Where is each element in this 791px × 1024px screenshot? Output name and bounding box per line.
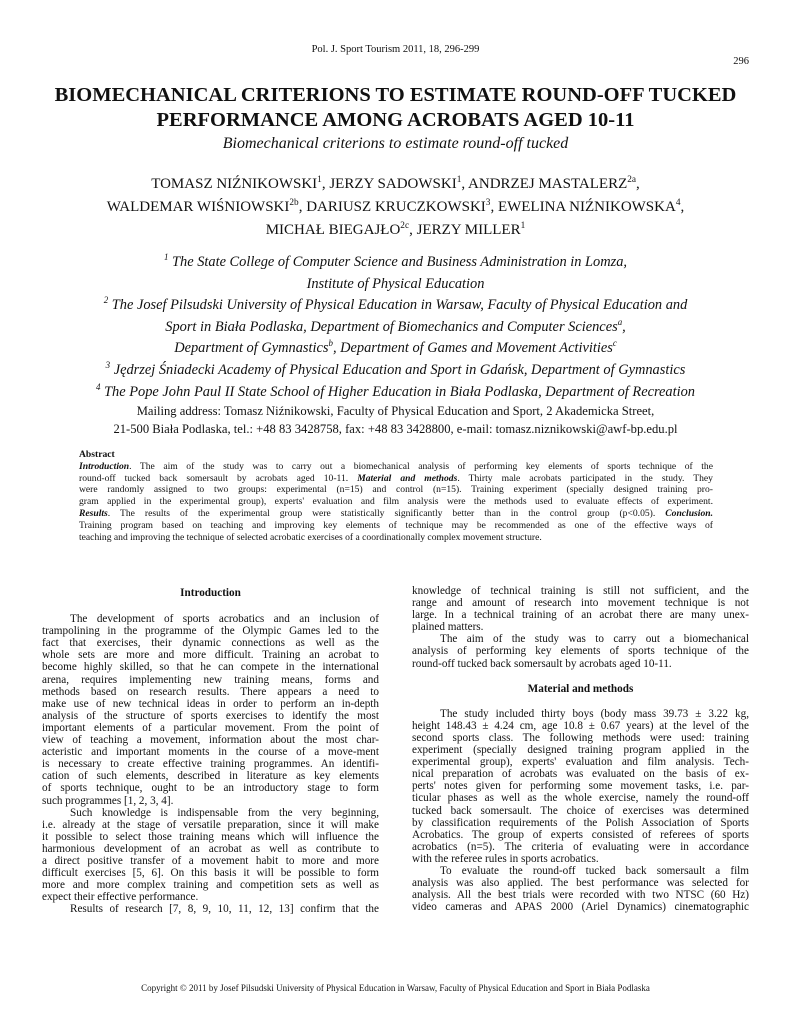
text-line: analysis. All the best trials were recorded with two NTSC (60 Hz) — [412, 889, 749, 902]
copyright-footer: Copyright © 2011 by Josef Pilsudski University of Physical Education in Warsaw, Faculty of Physical Education and Sport in Biała Podlaska — [141, 983, 650, 993]
abstract-line: Introduction. The aim of the study was to carry out a biomechanical analysis of performing key elements of sports technique of the — [79, 460, 713, 472]
text-line: analysis of the structure of sports exercises to identify the most — [42, 709, 379, 722]
right-column — [412, 585, 749, 913]
text-line: The development of sports acrobatics and an inclusion of — [70, 613, 379, 626]
section-heading-material-methods: Material and methods — [527, 682, 634, 695]
affiliation-1: $^1$ The State College of Computer Science and Business Administration in Lomza, — [163, 252, 628, 270]
text-line: more and more complex training and competition sets as well as — [42, 879, 379, 892]
abstract-line: teaching and improving the technique of selected acrobatic exercises of a coordinationally complex movement structure. — [79, 531, 542, 543]
text-line: ticular phases as well as the whole exercise, namely the round-off — [412, 792, 749, 805]
text-line: difficult exercises [5, 6]. On this basis it will be possible to form — [42, 867, 379, 880]
journal-citation: Pol. J. Sport Tourism 2011, 18, 296-299 — [311, 44, 480, 55]
text-line: expect their effective performance. — [42, 891, 199, 904]
affiliation-4: $^4$ The Pope John Paul II State School of Higher Education in Biała Podlaska, Department of Recreation — [95, 381, 696, 400]
author-list — [20, 173, 771, 242]
text-line: fact that exercises, their dynamic connections as well as the — [42, 637, 379, 650]
affiliation-2-cont2: Department of Gymnastics$^b$, Department of Games and Movement Activities$^c$ — [174, 338, 617, 357]
text-line: video cameras and APAS 2000 (Ariel Dynamics) cinematographic — [412, 901, 749, 914]
text-line: acteristic and important moments in the course of a move-ment — [42, 746, 379, 759]
text-line: become highly skilled, so that he can compete in the international — [42, 661, 379, 674]
paper-title — [20, 83, 771, 133]
text-line: of sports technique, ought to be an introductory stage to form — [42, 782, 379, 795]
text-line: large. In a technical training of an acrobat there are many unex- — [412, 609, 749, 622]
text-line: analysis was also applied. The best performance was selected for — [412, 877, 749, 890]
abstract-line: were randomly assigned to two groups: experimental (n=15) and control (n=15). Training experiment (specially designed training pro- — [79, 484, 713, 496]
text-line: nical preparation of acrobats was evaluated on the basis of ex- — [412, 768, 749, 781]
text-line: by classification requirements of the Polish Association of Sports — [412, 816, 749, 829]
affiliation-2: $^2$ The Josef Pilsudski University of Physical Education in Warsaw, Faculty of Physical Education and — [103, 295, 688, 314]
mailing-address — [15, 403, 776, 438]
title-line-2: PERFORMANCE AMONG ACROBATS AGED 10-11 — [156, 109, 635, 131]
text-line: with the referee rules in sports acrobatics. — [412, 852, 599, 865]
text-line: cation of such elements, described in literature as key elements — [42, 770, 379, 783]
text-line: The study included thirty boys (body mass 39.73 ± 3.22 kg, — [440, 707, 749, 720]
text-line: plained matters. — [412, 621, 484, 634]
text-line: arena, requires implementing new training means, forms and — [42, 673, 379, 686]
author-line-3: MICHAŁ $BIEGAJŁO^{2c}$, JERZY MILLER$^1$ — [265, 221, 526, 238]
abstract-line: Training program based on teaching and improving key elements of technique may be recommended as one of the effective ways of — [79, 519, 713, 531]
text-line: Such knowledge is indispensable from the very beginning, — [70, 806, 379, 819]
left-column — [42, 587, 379, 915]
text-line: important elements of a particular movement. From the point of — [42, 721, 379, 734]
title-line-1: BIOMECHANICAL CRITERIONS TO ESTIMATE ROUND-OFF TUCKED — [54, 84, 737, 106]
text-line: experimental group), experts' evaluation and film analysis. Tech- — [412, 756, 749, 769]
text-line: view of teaching a movement, information about the most char- — [42, 734, 379, 747]
author-line-1: TOMASZ NIŹNIKOWSKI$^1$, JERZY SADOWSKI$^1$, ANDRZEJ $MASTALERZ^{2a}$, — [151, 175, 640, 192]
text-line: experiment (specially designed training program applied in the — [412, 744, 749, 757]
affiliation-2-cont: Sport in Biała Podlaska, Department of Biomechanics and Computer Sciences$^a$, — [165, 316, 626, 335]
text-line: acrobatics (n=5). The criteria of evaluating were in accordance — [412, 840, 749, 853]
text-line: it possible to select those training means which will influence the — [42, 830, 379, 843]
text-line: Results of research [7, 8, 9, 10, 11, 12, 13] confirm that the — [70, 903, 379, 916]
text-line: trampolining in the programme of the Olympic Games led to the — [42, 625, 379, 638]
text-line: knowledge of technical training is still not sufficient, and the — [412, 585, 749, 597]
text-line: perts' notes given for performing some movement tasks, i.e. par- — [412, 780, 749, 793]
abstract-heading: Abstract — [79, 449, 115, 460]
abstract-line: Results. The results of the experimental group were statistically significantly better than in the control group (p<0.05). Conclusion. — [79, 507, 713, 519]
text-line: The aim of the study was to carry out a biomechanical — [440, 633, 749, 646]
affiliation-3: $^3$ Jędrzej Śniadecki Academy of Physical Education and Sport in Gdańsk, Department of Gymnastics — [105, 360, 686, 378]
affiliation-1-cont: Institute of Physical Education — [306, 275, 485, 292]
text-line: is necessary to create effective training programmes. An identifi- — [42, 758, 379, 771]
abstract-line: gram applied in the experimental group), experts' evaluation and film analysis were the methods used to evaluate effects of experiment. — [79, 496, 713, 508]
text-line: tucked back somersault. The choice of exercises was determined — [412, 804, 749, 817]
text-line: analysis of performing key elements of sports technique of the — [412, 645, 749, 658]
text-line: methods based on research results. There appears a need to — [42, 685, 379, 698]
text-line: To evaluate the round-off tucked back somersault a film — [440, 864, 749, 877]
text-line: round-off tucked back somersault by acrobats aged 10-11. — [412, 657, 672, 670]
abstract — [79, 449, 713, 543]
paper-subtitle: Biomechanical criterions to estimate round-off tucked — [222, 135, 569, 152]
text-line: second sports class. The following methods were used: training — [412, 731, 749, 744]
text-line: height 148.43 ± 4.24 cm, age 10.8 ± 0.67 years) at the level of the — [412, 719, 749, 732]
page-number: 296 — [733, 56, 749, 67]
text-line: range and amount of research into movement technique is not — [412, 597, 749, 610]
abstract-line: round-off tucked back somersault by acrobats aged 10-11. Material and methods. Thirty male acrobats participated in the study. They — [79, 472, 713, 484]
text-line: harmonious development of an acrobat as well as contribute to — [42, 842, 379, 855]
affiliations — [15, 252, 776, 403]
text-line: a direct positive transfer of a movement habit to more and more — [42, 854, 379, 867]
mailing-line-2: 21-500 Biała Podlaska, tel.: +48 83 3428758, fax: +48 83 3428800, e-mail: tomasz.niznikowski@awf-bp.edu.pl — [113, 421, 678, 436]
text-line: whole sets are more and more difficult. Training an acrobat to — [42, 649, 379, 662]
text-line: i.e. already at the stage of versatile preparation, since it will make — [42, 818, 379, 831]
mailing-line-1: Mailing address: Tomasz Niźnikowski, Faculty of Physical Education and Sport, 2 Akademicka Street, — [136, 404, 655, 418]
section-heading-introduction: Introduction — [180, 587, 241, 599]
text-line: such programmes [1, 2, 3, 4]. — [42, 794, 174, 807]
text-line: make use of new technical ideas in order to perform an in-depth — [42, 697, 379, 710]
text-line: Acrobatics. The group of experts consisted of referees of sports — [412, 828, 749, 841]
author-line-2: WALDEMAR $WIŚNIOWSKI^{2b}$, DARIUSZ KRUCZKOWSKI$^3$, EWELINA NIŹNIKOWSKA$^4$, — [106, 198, 685, 215]
